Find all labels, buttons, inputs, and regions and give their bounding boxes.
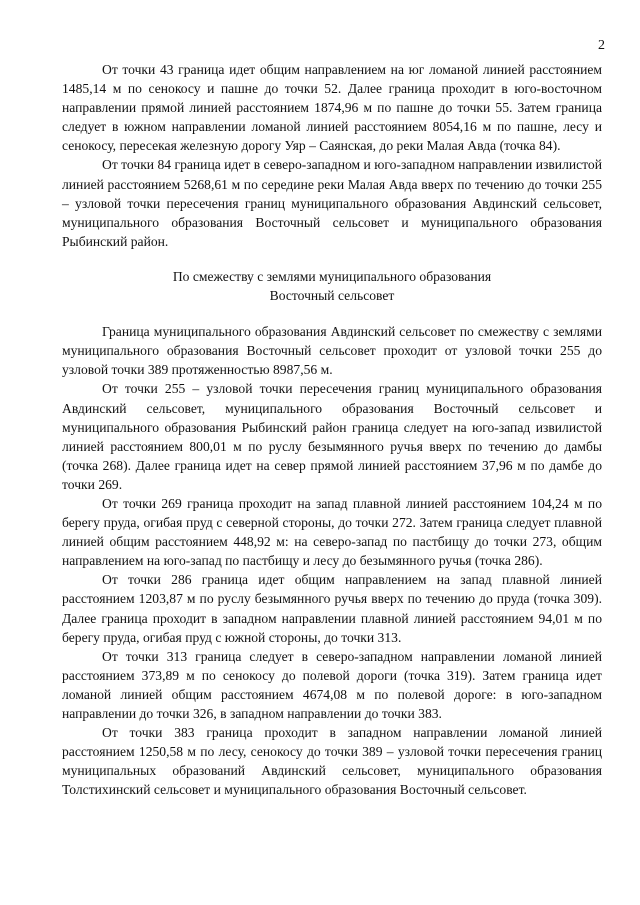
paragraph: От точки 84 граница идет в северо-западном и юго-западном направлении извилистой линией расстоянием 5268,61 м по середине реки Малая Авда вверх по течению до точки 255 – узловой точки пересечения границ муниципального образования Авдинский сельсовет, муниципального образования Восточный сельсовет и муниципального образования Рыбинский район.: [62, 157, 602, 249]
paragraph: От точки 383 граница проходит в западном направлении ломаной линией расстоянием 1250,58 м по лесу, сенокосу до точки 389 – узловой точки пересечения границ муниципальных образований Авдинский сельсовет, муниципального образования Толстихинский сельсовет и муниципального образования Восточный сельсовет.: [62, 725, 602, 798]
section-heading-line-1: По смежеству с землями муниципального образования: [172, 268, 492, 284]
paragraph: От точки 269 граница проходит на запад плавной линией расстоянием 104,24 м по берегу пруда, огибая пруд с северной стороны, до точки 272. Затем граница следует плавной линией общим расстоянием 448,92 м: на северо-запад по пастбищу до точки 273, общим направлением на юго-запад по пастбищу и лесу до безымянного ручья (точка 286).: [62, 495, 602, 569]
section-heading: [62, 267, 602, 305]
paragraph: От точки 255 – узловой точки пересечения границ муниципального образования Авдинский сельсовет, муниципального образования Восточный сельсовет и муниципального образования Рыбинский район граница следует на юго-запад извилистой линией расстоянием 800,01 м по руслу безымянного ручья вверх по течению до дамбы (точка 268). Далее граница идет на север прямой линией расстоянием 37,96 м по дамбе до точки 269.: [62, 381, 602, 492]
paragraph: От точки 313 граница следует в северо-западном направлении ломаной линией расстоянием 373,89 м по сенокосу до полевой дороги (точка 319). Затем граница идет ломаной линией общим расстоянием 4674,08 м по полевой дороге: в юго-западном направлении до точки 326, в западном направлении до точки 383.: [62, 648, 602, 721]
section-heading-line-2: Восточный сельсовет: [269, 288, 395, 304]
document-body: [62, 60, 602, 799]
page-number: 2: [598, 38, 605, 53]
paragraph: Граница муниципального образования Авдинский сельсовет по смежеству с землями муниципального образования Восточный сельсовет проходит от узловой точки 255 до узловой точки 389 протяженностью 8987,56 м.: [62, 324, 602, 378]
paragraph: От точки 286 граница идет общим направлением на запад плавной линией расстоянием 1203,87 м по руслу безымянного ручья вверх по течению до пруда (точка 309). Далее граница проходит в западном направлении плавной линией расстоянием 94,01 м по берегу пруда, огибая пруд с южной стороны, до точки 313.: [62, 572, 602, 645]
paragraph: От точки 43 граница идет общим направлением на юг ломаной линией расстоянием 1485,14 м по сенокосу и пашне до точки 52. Далее граница проходит в юго-восточном направлении прямой линией расстоянием 1874,96 м по пашне до точки 55. Затем граница следует в южном направлении ломаной линией расстоянием 8054,16 м по пашне, лесу и сенокосу, пересекая железную дорогу Уяр – Саянская, до реки Малая Авда (точка 84).: [62, 62, 602, 154]
